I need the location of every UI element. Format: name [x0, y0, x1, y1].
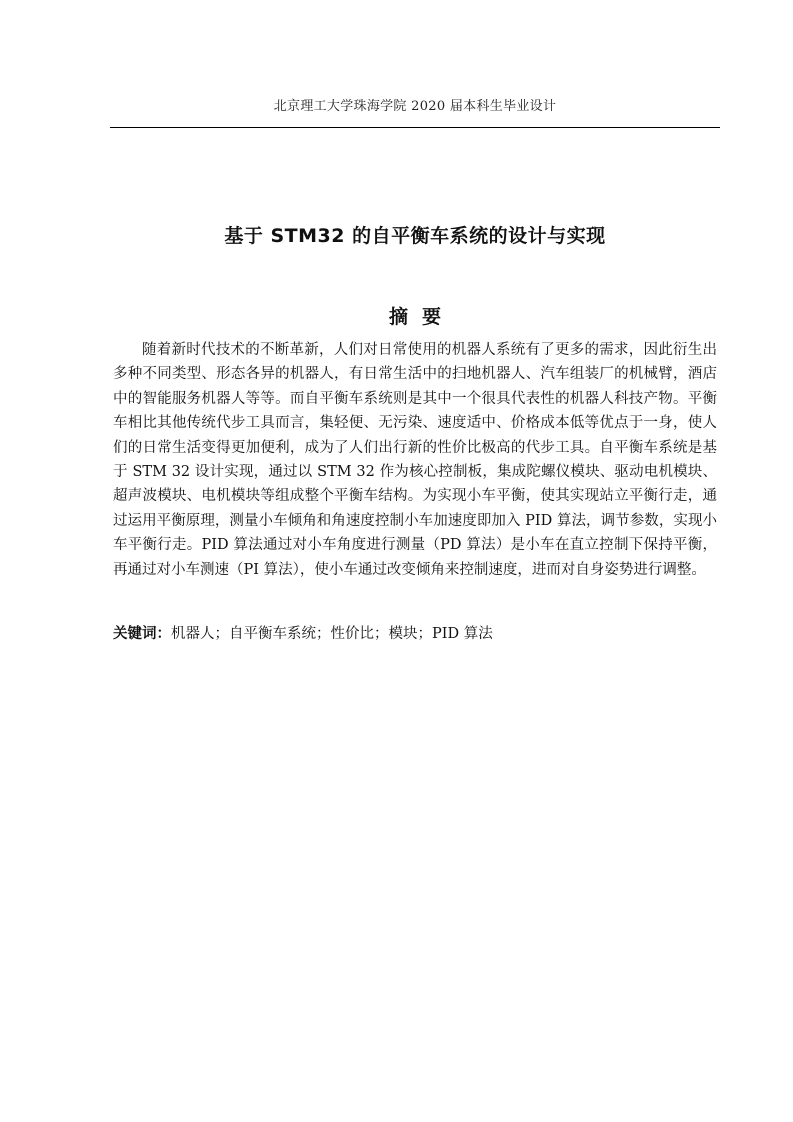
header-divider [110, 127, 720, 128]
keywords-line [113, 622, 717, 646]
keywords-label: 关键词： [113, 626, 171, 642]
abstract-body: 随着新时代技术的不断革新，人们对日常使用的机器人系统有了更多的需求，因此衍生出多种不同类型、形态各异的机器人，有日常生活中的扫地机器人、汽车组装厂的机械臂，酒店中的智能服务机器人等等。而自平衡车系统则是其中一个很具代表性的机器人科技产物。平衡车相比其他传统代步工具而言，集轻便、无污染、速度适中、价格成本低等优点于一身，使人们的日常生活变得更加便利，成为了人们出行新的性价比极高的代步工具。自平衡车系统是基于 STM 32 设计实现，通过以 STM 32 作为核心控制板，集成陀螺仪模块、驱动电机模块、超声波模块、电机模块等组成整个平衡车结构。为实现小车平衡，使其实现站立平衡行走，通过运用平衡原理，测量小车倾角和角速度控制小车加速度即加入 PID 算法，调节参数，实现小车平衡行走。PID 算法通过对小车角度进行测量（PD 算法）是小车在直立控制下保持平衡，再通过对小车测速（PI 算法），使小车通过改变倾角来控制速度，进而对自身姿势进行调整。 [113, 342, 717, 578]
thesis-title: 基于 STM32 的自平衡车系统的设计与实现 [224, 225, 606, 247]
keywords-value: 机器人；自平衡车系统；性价比；模块；PID 算法 [171, 626, 493, 642]
running-header: 北京理工大学珠海学院 2020 届本科生毕业设计 [273, 99, 557, 114]
abstract-heading: 摘要 [388, 306, 455, 328]
